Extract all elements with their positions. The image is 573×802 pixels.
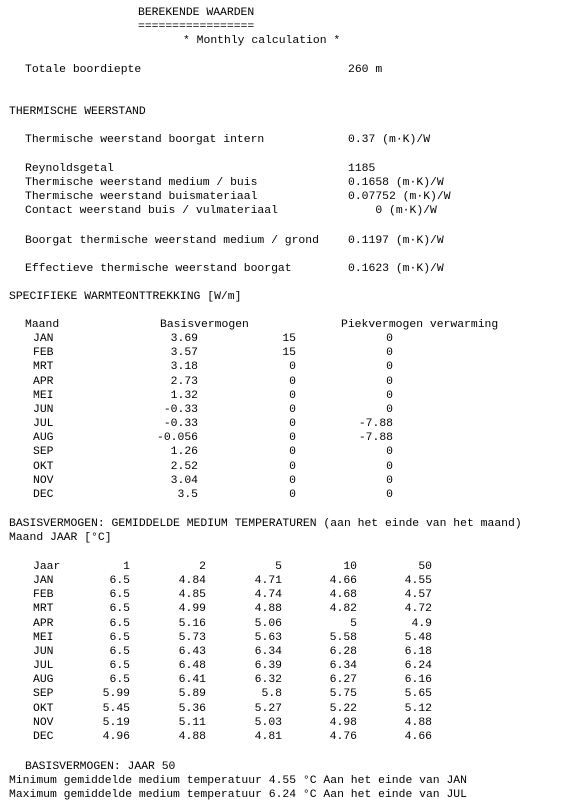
specific-base-cell: 1.26 [170, 446, 198, 458]
specific-base-cell: 2.52 [170, 461, 198, 473]
temps-value-cell: 6.27 [329, 674, 357, 686]
thermal-label: Reynoldsgetal [25, 163, 114, 175]
temps-value-cell: 6.5 [109, 646, 130, 658]
temps-value-cell: 4.84 [178, 575, 206, 587]
specific-peak-base-cell: 0 [289, 461, 296, 473]
temps-value-cell: 4.76 [329, 731, 357, 743]
specific-base-cell: 3.04 [170, 475, 198, 487]
temps-value-cell: 5.19 [102, 717, 130, 729]
temps-heading: BASISVERMOGEN: GEMIDDELDE MEDIUM TEMPERATUREN (aan het einde van het maand) [9, 518, 522, 530]
temps-value-cell: 6.5 [109, 603, 130, 615]
temps-value-cell: 6.24 [404, 660, 432, 672]
temps-value-cell: 6.48 [178, 660, 206, 672]
specific-base-cell: 3.69 [170, 333, 198, 345]
specific-base-cell: 3.18 [170, 361, 198, 373]
temps-value-cell: 4.96 [102, 731, 130, 743]
temps-value-cell: 6.5 [109, 660, 130, 672]
summary-max: Maximum gemiddelde medium temperatuur 6.24 °C Aan het einde van JUL [9, 789, 467, 801]
specific-header-base: Basisvermogen [160, 319, 249, 331]
specific-header-peak: Piekvermogen verwarming [341, 319, 499, 331]
temps-value-cell: 6.5 [109, 589, 130, 601]
temps-value-cell: 5.27 [254, 703, 282, 715]
temps-value-cell: 4.55 [404, 575, 432, 587]
specific-peak-base-cell: 0 [289, 446, 296, 458]
specific-base-cell: 2.73 [170, 376, 198, 388]
temps-value-cell: 5.22 [329, 703, 357, 715]
specific-heading: SPECIFIEKE WARMTEONTTREKKING [W/m] [9, 291, 242, 303]
temps-month-cell: DEC [33, 731, 54, 743]
temps-value-cell: 5.36 [178, 703, 206, 715]
specific-base-cell: 1.32 [170, 390, 198, 402]
temps-value-cell: 6.41 [178, 674, 206, 686]
specific-peak-heating-cell: 0 [386, 475, 393, 487]
specific-peak-heating-cell: 0 [386, 376, 393, 388]
temps-month-cell: JUL [33, 660, 54, 672]
specific-peak-heating-cell: 0 [386, 333, 393, 345]
thermal-value: 0.37 (m·K)/W [348, 134, 431, 146]
temps-header-year-50: 50 [418, 561, 432, 573]
temps-value-cell: 6.5 [109, 575, 130, 587]
specific-peak-base-cell: 0 [289, 404, 296, 416]
temps-value-cell: 6.28 [329, 646, 357, 658]
specific-peak-heating-cell: 0 [386, 489, 393, 501]
temps-value-cell: 5.48 [404, 632, 432, 644]
temps-month-cell: AUG [33, 674, 54, 686]
specific-month-cell: JUN [33, 404, 54, 416]
title-underline: ================= [138, 21, 255, 33]
temps-value-cell: 6.16 [404, 674, 432, 686]
temps-value-cell: 6.32 [254, 674, 282, 686]
thermal-heading: THERMISCHE WEERSTAND [9, 106, 146, 118]
specific-peak-base-cell: 0 [289, 489, 296, 501]
temps-month-cell: JAN [33, 575, 54, 587]
temps-value-cell: 4.88 [254, 603, 282, 615]
specific-month-cell: NOV [33, 475, 54, 487]
temps-value-cell: 5.03 [254, 717, 282, 729]
thermal-value: 0.07752 (m·K)/W [348, 191, 451, 203]
temps-value-cell: 5.73 [178, 632, 206, 644]
thermal-label: Effectieve thermische weerstand boorgat [25, 263, 292, 275]
temps-value-cell: 5 [350, 618, 357, 630]
specific-month-cell: AUG [33, 432, 54, 444]
temps-month-cell: OKT [33, 703, 54, 715]
specific-month-cell: JAN [33, 333, 54, 345]
specific-peak-base-cell: 0 [289, 432, 296, 444]
temps-value-cell: 6.34 [329, 660, 357, 672]
temps-value-cell: 5.8 [261, 688, 282, 700]
temps-value-cell: 5.89 [178, 688, 206, 700]
specific-peak-heating-cell: -7.88 [358, 418, 393, 430]
temps-value-cell: 6.34 [254, 646, 282, 658]
temps-subheading: Maand JAAR [°C] [9, 532, 112, 544]
total-depth-value: 260 m [348, 64, 383, 76]
specific-month-cell: OKT [33, 461, 54, 473]
temps-header-year-5: 5 [275, 561, 282, 573]
specific-peak-heating-cell: 0 [386, 404, 393, 416]
specific-base-cell: 3.5 [177, 489, 198, 501]
report-subtitle: * Monthly calculation * [183, 35, 341, 47]
temps-value-cell: 4.81 [254, 731, 282, 743]
specific-peak-heating-cell: -7.88 [358, 432, 393, 444]
summary-heading: BASISVERMOGEN: JAAR 50 [25, 761, 176, 773]
temps-value-cell: 4.72 [404, 603, 432, 615]
temps-value-cell: 6.39 [254, 660, 282, 672]
temps-value-cell: 5.16 [178, 618, 206, 630]
specific-peak-heating-cell: 0 [386, 361, 393, 373]
specific-base-cell: -0.056 [156, 432, 198, 444]
temps-month-cell: JUN [33, 646, 54, 658]
specific-peak-heating-cell: 0 [386, 446, 393, 458]
temps-month-cell: MRT [33, 603, 54, 615]
temps-value-cell: 4.82 [329, 603, 357, 615]
thermal-label: Boorgat thermische weerstand medium / grond [25, 235, 319, 247]
specific-month-cell: JUL [33, 418, 54, 430]
thermal-value: 0.1623 (m·K)/W [348, 263, 444, 275]
temps-value-cell: 6.5 [109, 632, 130, 644]
specific-base-cell: 3.57 [170, 347, 198, 359]
specific-peak-base-cell: 0 [289, 361, 296, 373]
thermal-value: 0 (m·K)/W [348, 205, 437, 217]
temps-value-cell: 6.18 [404, 646, 432, 658]
temps-value-cell: 4.74 [254, 589, 282, 601]
temps-value-cell: 5.45 [102, 703, 130, 715]
temps-month-cell: FEB [33, 589, 54, 601]
total-depth-label: Totale boordiepte [25, 64, 142, 76]
temps-value-cell: 6.43 [178, 646, 206, 658]
temps-month-cell: APR [33, 618, 54, 630]
report-title: BEREKENDE WAARDEN [138, 7, 255, 19]
temps-month-cell: SEP [33, 688, 54, 700]
temps-month-cell: NOV [33, 717, 54, 729]
temps-header-year: Jaar [33, 561, 61, 573]
temps-value-cell: 5.75 [329, 688, 357, 700]
specific-peak-base-cell: 15 [282, 333, 296, 345]
specific-peak-heating-cell: 0 [386, 461, 393, 473]
summary-min: Minimum gemiddelde medium temperatuur 4.55 °C Aan het einde van JAN [9, 775, 467, 787]
temps-month-cell: MEI [33, 632, 54, 644]
temps-value-cell: 4.66 [329, 575, 357, 587]
thermal-label: Thermische weerstand buismateriaal [25, 191, 258, 203]
specific-peak-base-cell: 0 [289, 390, 296, 402]
specific-peak-base-cell: 0 [289, 376, 296, 388]
thermal-label: Contact weerstand buis / vulmateriaal [25, 205, 278, 217]
specific-month-cell: MEI [33, 390, 54, 402]
specific-peak-heating-cell: 0 [386, 390, 393, 402]
temps-value-cell: 4.71 [254, 575, 282, 587]
thermal-label: Thermische weerstand boorgat intern [25, 134, 265, 146]
temps-header-year-1: 1 [123, 561, 130, 573]
specific-peak-base-cell: 0 [289, 475, 296, 487]
temps-header-year-2: 2 [199, 561, 206, 573]
specific-peak-heating-cell: 0 [386, 347, 393, 359]
specific-header-month: Maand [25, 319, 60, 331]
thermal-value: 0.1658 (m·K)/W [348, 177, 444, 189]
temps-value-cell: 4.85 [178, 589, 206, 601]
temps-value-cell: 4.88 [178, 731, 206, 743]
temps-value-cell: 6.5 [109, 674, 130, 686]
temps-value-cell: 4.9 [411, 618, 432, 630]
specific-peak-base-cell: 15 [282, 347, 296, 359]
specific-month-cell: DEC [33, 489, 54, 501]
specific-month-cell: FEB [33, 347, 54, 359]
specific-base-cell: -0.33 [163, 404, 198, 416]
temps-value-cell: 4.88 [404, 717, 432, 729]
specific-peak-base-cell: 0 [289, 418, 296, 430]
temps-value-cell: 4.68 [329, 589, 357, 601]
temps-value-cell: 5.06 [254, 618, 282, 630]
temps-value-cell: 5.58 [329, 632, 357, 644]
thermal-value: 0.1197 (m·K)/W [348, 235, 444, 247]
specific-month-cell: APR [33, 376, 54, 388]
temps-value-cell: 5.99 [102, 688, 130, 700]
temps-value-cell: 4.99 [178, 603, 206, 615]
temps-value-cell: 4.98 [329, 717, 357, 729]
temps-header-year-10: 10 [343, 561, 357, 573]
specific-month-cell: SEP [33, 446, 54, 458]
temps-value-cell: 5.65 [404, 688, 432, 700]
thermal-label: Thermische weerstand medium / buis [25, 177, 258, 189]
temps-value-cell: 4.66 [404, 731, 432, 743]
temps-value-cell: 4.57 [404, 589, 432, 601]
specific-base-cell: -0.33 [163, 418, 198, 430]
temps-value-cell: 5.11 [178, 717, 206, 729]
temps-value-cell: 6.5 [109, 618, 130, 630]
thermal-value: 1185 [348, 163, 376, 175]
temps-value-cell: 5.63 [254, 632, 282, 644]
temps-value-cell: 5.12 [404, 703, 432, 715]
specific-month-cell: MRT [33, 361, 54, 373]
